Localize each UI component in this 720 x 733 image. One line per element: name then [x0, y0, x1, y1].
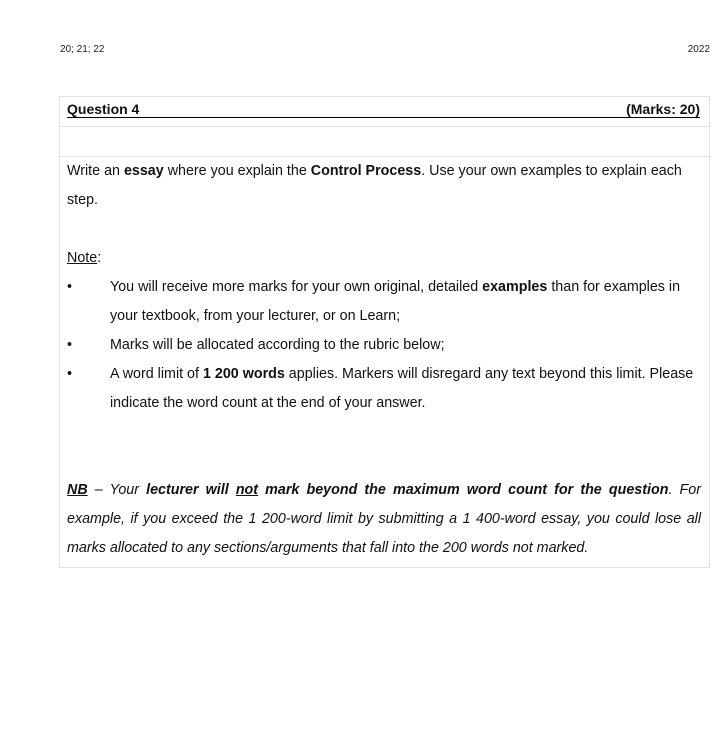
question-body: [60, 157, 709, 563]
question-title-line: [67, 100, 700, 118]
note-1-text-2: than for examples in your textbook, from your lecturer, or on Learn;: [110, 279, 681, 324]
nb-paragraph: [67, 476, 701, 563]
list-item: [67, 331, 701, 360]
page-header-left: 20; 21; 22: [60, 44, 105, 55]
note-2-text: Marks will be allocated according to the rubric below;: [110, 337, 445, 353]
spacer: [67, 215, 701, 244]
question-title: Question 4: [67, 101, 140, 117]
note-3-text-2: applies. Markers will disregard any text beyond this limit. Please indicate the word count at the end of your answer.: [110, 366, 694, 411]
intro-text-2: where you explain the: [163, 163, 311, 179]
nb-text-2: . For example, if you exceed the 1 200-word limit by submitting a 1 400-word essay, you could lose all marks allocated to any sections/arguments that fall into the 200 words not marked.: [67, 482, 701, 556]
empty-row: [60, 127, 709, 157]
intro-text-1: Write an: [67, 163, 124, 179]
bullet-icon: •: [67, 279, 73, 295]
question-table: [59, 96, 710, 568]
note-1-text-1: You will receive more marks for your own original, detailed: [110, 279, 483, 295]
question-header-row: [60, 97, 709, 127]
page-header-right: 2022: [687, 44, 710, 55]
intro-paragraph: [67, 157, 701, 215]
note-3-bold: 1 200 words: [202, 366, 285, 382]
spacer: [67, 418, 701, 447]
spacer: [67, 447, 701, 476]
nb-bold-not: not: [235, 482, 259, 498]
list-item: [67, 273, 701, 331]
note-3-text-1: A word limit of: [110, 366, 203, 382]
intro-bold-essay: essay: [123, 163, 164, 179]
notes-list: [67, 273, 701, 418]
note-heading: [67, 244, 701, 273]
note-colon: :: [97, 250, 102, 266]
bullet-icon: •: [67, 337, 73, 353]
nb-label: NB: [67, 482, 88, 498]
list-item: [67, 360, 701, 418]
nb-bold-1: lecturer will: [146, 482, 236, 498]
note-1-bold: examples: [482, 279, 548, 295]
intro-text-3: . Use your own examples to explain each step.: [67, 163, 682, 208]
note-label: Note: [67, 250, 98, 266]
nb-text-1: – Your: [87, 482, 147, 498]
intro-bold-control-process: Control Process: [310, 163, 422, 179]
bullet-icon: •: [67, 366, 73, 382]
question-marks: (Marks: 20): [626, 101, 700, 117]
nb-bold-2: mark beyond the maximum word count for the question: [258, 482, 669, 498]
